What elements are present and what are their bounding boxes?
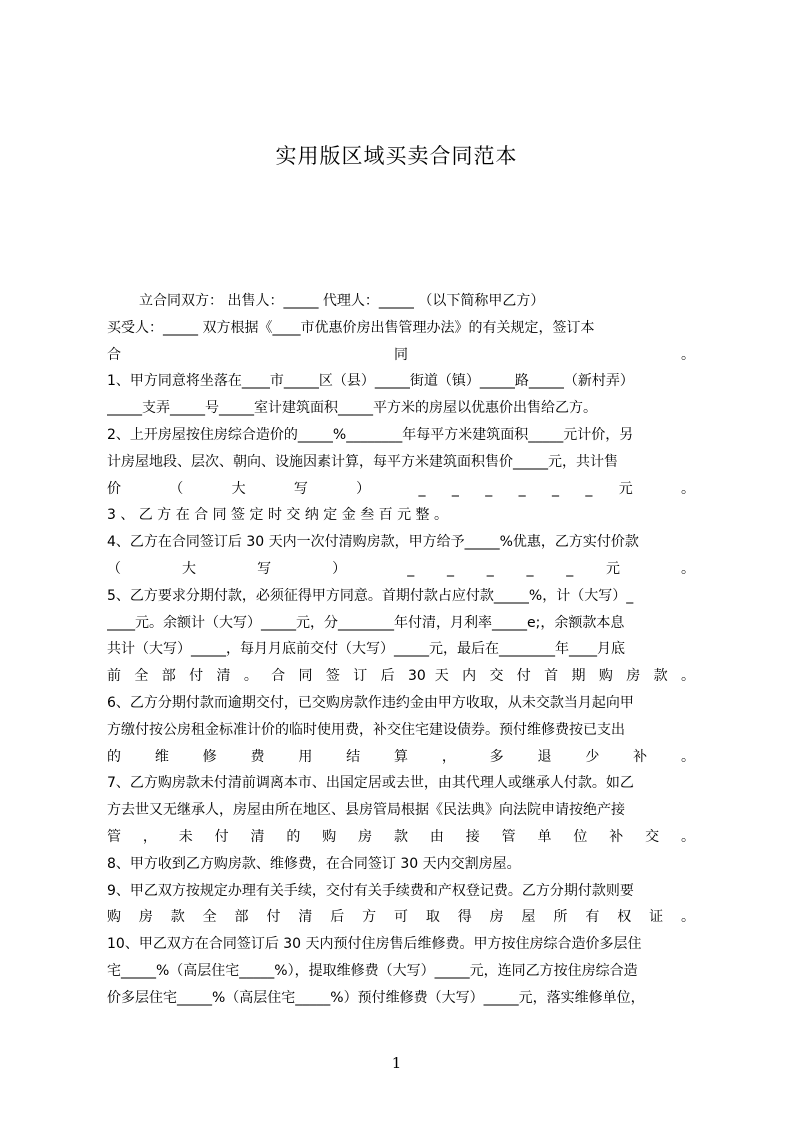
contract-line: 的 维 修 费 用 结 算 ， 多 退 少 补 。 (107, 748, 695, 765)
contract-line: 方缴付按公房租金标准计价的临时使用费，补交住宅建设债券。预付维修费按已支出 (107, 721, 625, 738)
contract-line: 购 房 款 全 部 付 清 后 方 可 取 得 房 屋 所 有 权 证 。 (107, 909, 695, 926)
contract-line: 买受人：_____ 双方根据《____市优惠价房出售管理办法》的有关规定，签订本 (107, 319, 595, 336)
contract-line: 10、甲乙双方在合同签订后 30 天内预付住房售后维修费。甲方按住房综合造价多层住 (107, 936, 642, 953)
contract-line: 3 、 乙 方 在 合 同 签 定 时 交 纳 定 金 叁 百 元 整 。 (107, 507, 449, 524)
contract-line: 8、甲方收到乙方购房款、维修费，在合同签订 30 天内交割房屋。 (107, 855, 521, 872)
contract-line: 方去世又无继承人，房屋由所在地区、县房管局根据《民法典》向法院申请按绝产接 (107, 802, 625, 819)
contract-line: （ 大 写 ） _ _ _ _ _ 元 。 (107, 560, 695, 577)
contract-line: 立合同双方： 出售人：_____ 代理人：_____ （以下简称甲乙方） (139, 293, 545, 309)
contract-line: 6、乙方分期付款而逾期交付，已交购房款作违约金由甲方收取，从未交款当月起向甲 (107, 694, 634, 711)
contract-line: 1、甲方同意将坐落在____市_____区（县）_____街道（镇）_____路_____（新村弄） (107, 373, 634, 390)
contract-line: 5、乙方要求分期付款，必须征得甲方同意。首期付款占应付款_____%，计（大写）_ (107, 587, 634, 604)
contract-line: 宅_____%（高层住宅_____%），提取维修费（大写）_____元，连同乙方按住房综合造 (107, 962, 638, 979)
contract-line: 价多层住宅_____%（高层住宅_____%）预付维修费（大写）_____元，落实维修单位， (107, 989, 645, 1006)
contract-line: 合 同 。 (107, 346, 695, 363)
contract-line: _____支弄_____号_____室计建筑面积_____平方米的房屋以优惠价出售给乙方。 (107, 400, 597, 417)
contract-line: ____元。余额计（大写）_____元，分________年付清，月利率_____e;，余额款本息 (107, 614, 625, 631)
contract-body (107, 288, 695, 1012)
page-number: 1 (391, 1054, 402, 1072)
contract-line: 2、上开房屋按住房综合造价的_____%________年每平方米建筑面积_____元计价，另 (107, 426, 634, 443)
contract-line: 共计（大写）_____，每月月底前交付（大写）_____元，最后在________年____月底 (107, 641, 625, 658)
contract-line: 9、甲乙双方按规定办理有关手续，交付有关手续费和产权登记费。乙方分期付款则要 (107, 882, 634, 899)
document-title: 实用版区域买卖合同范本 (275, 144, 518, 168)
contract-line: 计房屋地段、层次、朝向、设施因素计算，每平方米建筑面积售价_____元，共计售 (107, 453, 618, 470)
contract-line: 7、乙方购房款未付清前调离本市、出国定居或去世，由其代理人或继承人付款。如乙 (107, 775, 634, 792)
contract-line: 4、乙方在合同签订后 30 天内一次付清购房款，甲方给予_____%优惠，乙方实付价款 (107, 534, 639, 551)
contract-line: 前 全 部 付 清 。 合 同 签 订 后 30 天 内 交 付 首 期 购 房 款 。 (107, 668, 695, 685)
contract-line: 价 （ 大 写 ） _ _ _ _ _ _ 元 。 (107, 480, 695, 497)
contract-line: 管 ， 未 付 清 的 购 房 款 由 接 管 单 位 补 交 。 (107, 828, 695, 845)
